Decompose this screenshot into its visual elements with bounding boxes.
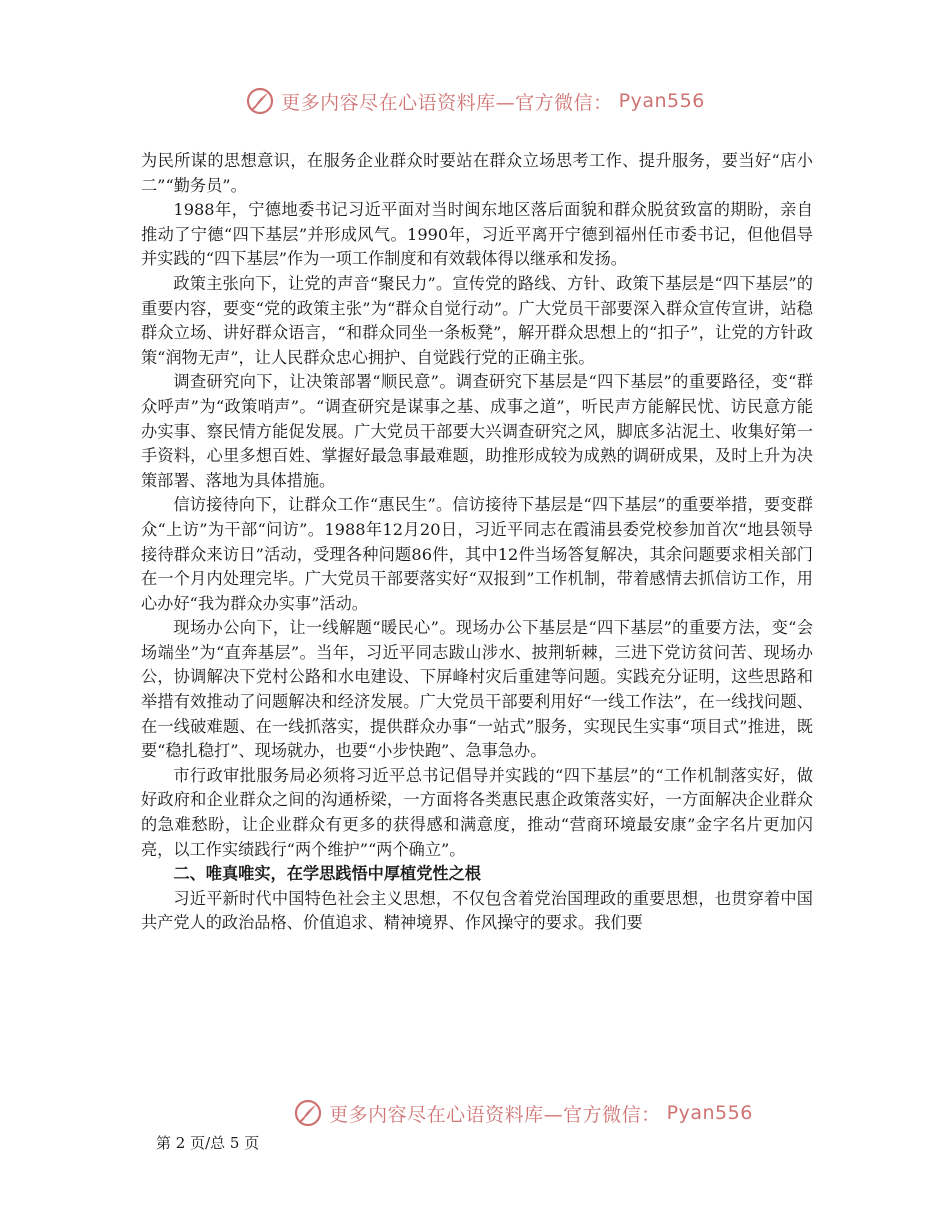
watermark-wechat-id: Pyan556 (618, 90, 705, 112)
paragraph: 调查研究向下，让决策部署“顺民意”。调查研究下基层是“四下基层”的重要路径，变“群众呼声”为“政策哨声”。“调查研究是谋事之基、成事之道”，听民声方能解民忧、访民意方能办实事、察民情方能促发展。广大党员干部要大兴调查研究之风，脚底多沾泥土、收集好第一手资料，心里多想百姓、掌握好最急事最难题，助推形成较为成熟的调研成果，及时上升为决策部署、落地为具体措施。 (141, 372, 814, 490)
watermark-text: 更多内容尽在心语资料库—官方微信： (329, 1103, 661, 1126)
paragraph: 为民所谋的思想意识，在服务企业群众时要站在群众立场思考工作、提升服务，要当好“店小二”“勤务员”。 (141, 151, 813, 195)
page-number: 第 2 页/总 5 页 (156, 1134, 260, 1152)
paragraph: 政策主张向下，让党的声音“聚民力”。宣传党的路线、方针、政策下基层是“四下基层”的重要内容，要变“党的政策主张”为“群众自觉行动”。广大党员干部要深入群众宣传宣讲，站稳群众立场、讲好群众语言，“和群众同坐一条板凳”，解开群众思想上的“扣子”，让党的方针政策“润物无声”，让人民群众忠心拥护、自觉践行党的正确主张。 (141, 273, 813, 367)
watermark-text: 更多内容尽在心语资料库—官方微信： (281, 91, 613, 114)
paragraph: 信访接待向下，让群众工作“惠民生”。信访接待下基层是“四下基层”的重要举措，要变群众“上访”为干部“问访”。1988年12月20日，习近平同志在霞浦县委党校参加首次“地县领导接待群众来访日”活动，受理各种问题86件，其中12件当场答复解决，其余问题要求相关部门在一个月内处理完毕。广大党员干部要落实好“双报到”工作机制，带着感情去抓信访工作，用心办好“我为群众办实事”活动。 (141, 495, 813, 613)
paragraph: 现场办公向下，让一线解题“暖民心”。现场办公下基层是“四下基层”的重要方法，变“会场端坐”为“直奔基层”。当年，习近平同志跋山涉水、披荆斩棘，三进下党访贫问苦、现场办公，协调解决下党村公路和水电建设、下屏峰村灾后重建等问题。实践充分证明，这些思路和举措有效推动了问题解决和经济发展。广大党员干部要利用好“一线工作法”，在一线找问题、在一线破难题、在一线抓落实，提供群众办事“一站式”服务，实现民生实事“项目式”推进，既要“稳扎稳打”、现场就办，也要“小步快跑”、急事急办。 (141, 618, 814, 761)
paragraph: 市行政审批服务局必须将习近平总书记倡导并实践的“四下基层”的“工作机制落实好，做好政府和企业群众之间的沟通桥梁，一方面将各类惠民惠企政策落实好，一方面解决企业群众的急难愁盼，让企业群众有更多的获得感和满意度，推动“营商环境最安康”金字名片更加闪亮，以工作实绩践行“两个维护”“两个确立”。 (141, 765, 813, 859)
quill-logo-icon (293, 1098, 323, 1128)
section-heading: 二、唯真唯实，在学思践悟中厚植党性之根 (173, 864, 481, 884)
document-body (141, 149, 813, 936)
paragraph: 习近平新时代中国特色社会主义思想，不仅包含着党治国理政的重要思想，也贯穿着中国共产党人的政治品格、价值追求、精神境界、作风操守的要求。我们要 (141, 888, 813, 933)
watermark-wechat-id: Pyan556 (666, 1102, 753, 1124)
footer-watermark (48, 1098, 950, 1128)
header-watermark (0, 86, 950, 116)
paragraph: 1988年，宁德地委书记习近平面对当时闽东地区落后面貌和群众脱贫致富的期盼，亲自推动了宁德“四下基层”并形成风气。1990年，习近平离开宁德到福州任市委书记，但他倡导并实践的“四下基层”作为一项工作制度和有效载体得以继承和发扬。 (141, 200, 813, 269)
quill-logo-icon (245, 86, 275, 116)
